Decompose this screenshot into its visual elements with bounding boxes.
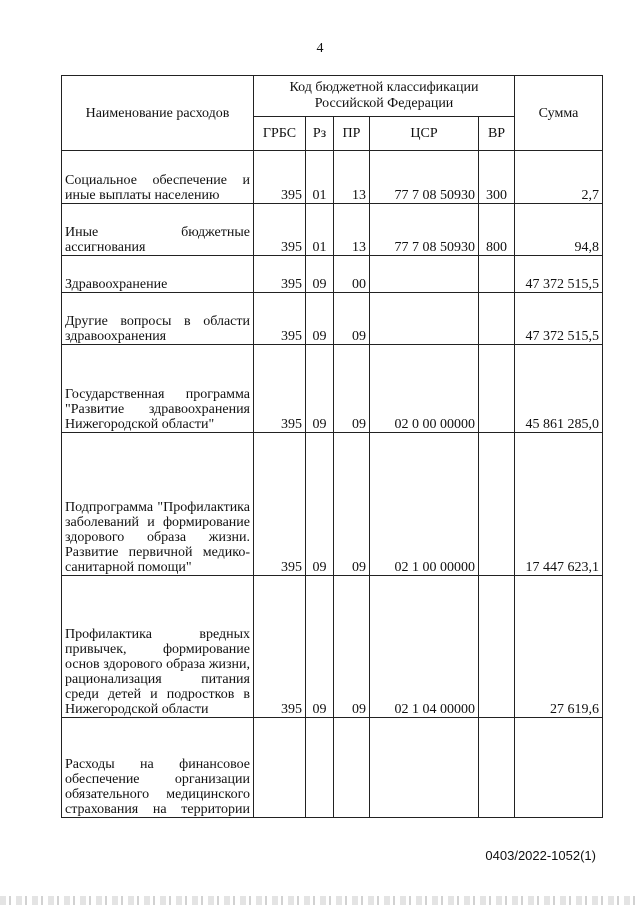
row-rz: 09 — [306, 293, 334, 345]
row-sum: 47 372 515,5 — [515, 256, 603, 293]
page-number: 4 — [316, 41, 324, 56]
row-name: Расходы на финансовое обеспечение организации обязательного медицинского страхования на территории — [62, 718, 254, 818]
row-rz: 09 — [306, 256, 334, 293]
row-name: Социальное обеспечение и иные выплаты населению — [62, 151, 254, 204]
row-grbs: 395 — [254, 293, 306, 345]
row-pr: 00 — [334, 256, 370, 293]
row-pr: 09 — [334, 293, 370, 345]
row-csr: 77 7 08 50930 — [370, 204, 479, 256]
row-vr — [479, 345, 515, 433]
row-vr — [479, 718, 515, 818]
table-row — [62, 204, 603, 256]
row-name: Государственная программа "Развитие здравоохранения Нижегородской области" — [62, 345, 254, 433]
row-name: Здравоохранение — [62, 256, 254, 293]
table-row — [62, 718, 603, 818]
row-rz: 01 — [306, 204, 334, 256]
row-vr — [479, 256, 515, 293]
row-vr — [479, 293, 515, 345]
header-name: Наименование расходов — [62, 76, 254, 151]
table-row — [62, 576, 603, 718]
row-sum: 27 619,6 — [515, 576, 603, 718]
row-name: Другие вопросы в области здравоохранения — [62, 293, 254, 345]
row-rz: 09 — [306, 433, 334, 576]
table-row — [62, 293, 603, 345]
row-name: Профилактика вредных привычек, формирование основ здорового образа жизни, рационализация питания среди детей и подростков в Нижегородской области — [62, 576, 254, 718]
row-csr: 02 1 04 00000 — [370, 576, 479, 718]
table-row — [62, 256, 603, 293]
table-row — [62, 345, 603, 433]
row-grbs — [254, 718, 306, 818]
header-rz: Рз — [306, 117, 334, 151]
row-pr: 09 — [334, 576, 370, 718]
row-pr: 13 — [334, 151, 370, 204]
header-vr: ВР — [479, 117, 515, 151]
row-grbs: 395 — [254, 256, 306, 293]
row-name: Иные бюджетные ассигнования — [62, 204, 254, 256]
document-code: 0403/2022-1052(1) — [485, 848, 596, 863]
row-sum: 47 372 515,5 — [515, 293, 603, 345]
header-grbs: ГРБС — [254, 117, 306, 151]
header-code-group: Код бюджетной классификации Российской Федерации — [254, 76, 515, 117]
header-sum: Сумма — [515, 76, 603, 151]
header-csr: ЦСР — [370, 117, 479, 151]
row-csr: 77 7 08 50930 — [370, 151, 479, 204]
row-csr: 02 0 00 00000 — [370, 345, 479, 433]
row-sum: 45 861 285,0 — [515, 345, 603, 433]
row-grbs: 395 — [254, 204, 306, 256]
scan-edge-strip — [0, 896, 640, 905]
row-pr — [334, 718, 370, 818]
row-csr — [370, 256, 479, 293]
row-rz: 01 — [306, 151, 334, 204]
row-vr: 800 — [479, 204, 515, 256]
row-vr — [479, 576, 515, 718]
row-pr: 13 — [334, 204, 370, 256]
row-sum: 2,7 — [515, 151, 603, 204]
row-rz: 09 — [306, 576, 334, 718]
row-grbs: 395 — [254, 151, 306, 204]
table-row — [62, 151, 603, 204]
row-csr — [370, 718, 479, 818]
table-row — [62, 433, 603, 576]
row-pr: 09 — [334, 433, 370, 576]
header-pr: ПР — [334, 117, 370, 151]
row-grbs: 395 — [254, 433, 306, 576]
budget-table — [61, 75, 603, 818]
row-vr: 300 — [479, 151, 515, 204]
row-sum: 94,8 — [515, 204, 603, 256]
row-sum: 17 447 623,1 — [515, 433, 603, 576]
row-grbs: 395 — [254, 576, 306, 718]
row-vr — [479, 433, 515, 576]
row-rz — [306, 718, 334, 818]
row-name: Подпрограмма "Профилактика заболеваний и формирование здорового образа жизни. Развитие первичной медико-санитарной помощи" — [62, 433, 254, 576]
row-pr: 09 — [334, 345, 370, 433]
row-grbs: 395 — [254, 345, 306, 433]
row-csr — [370, 293, 479, 345]
row-rz: 09 — [306, 345, 334, 433]
row-csr: 02 1 00 00000 — [370, 433, 479, 576]
row-sum — [515, 718, 603, 818]
